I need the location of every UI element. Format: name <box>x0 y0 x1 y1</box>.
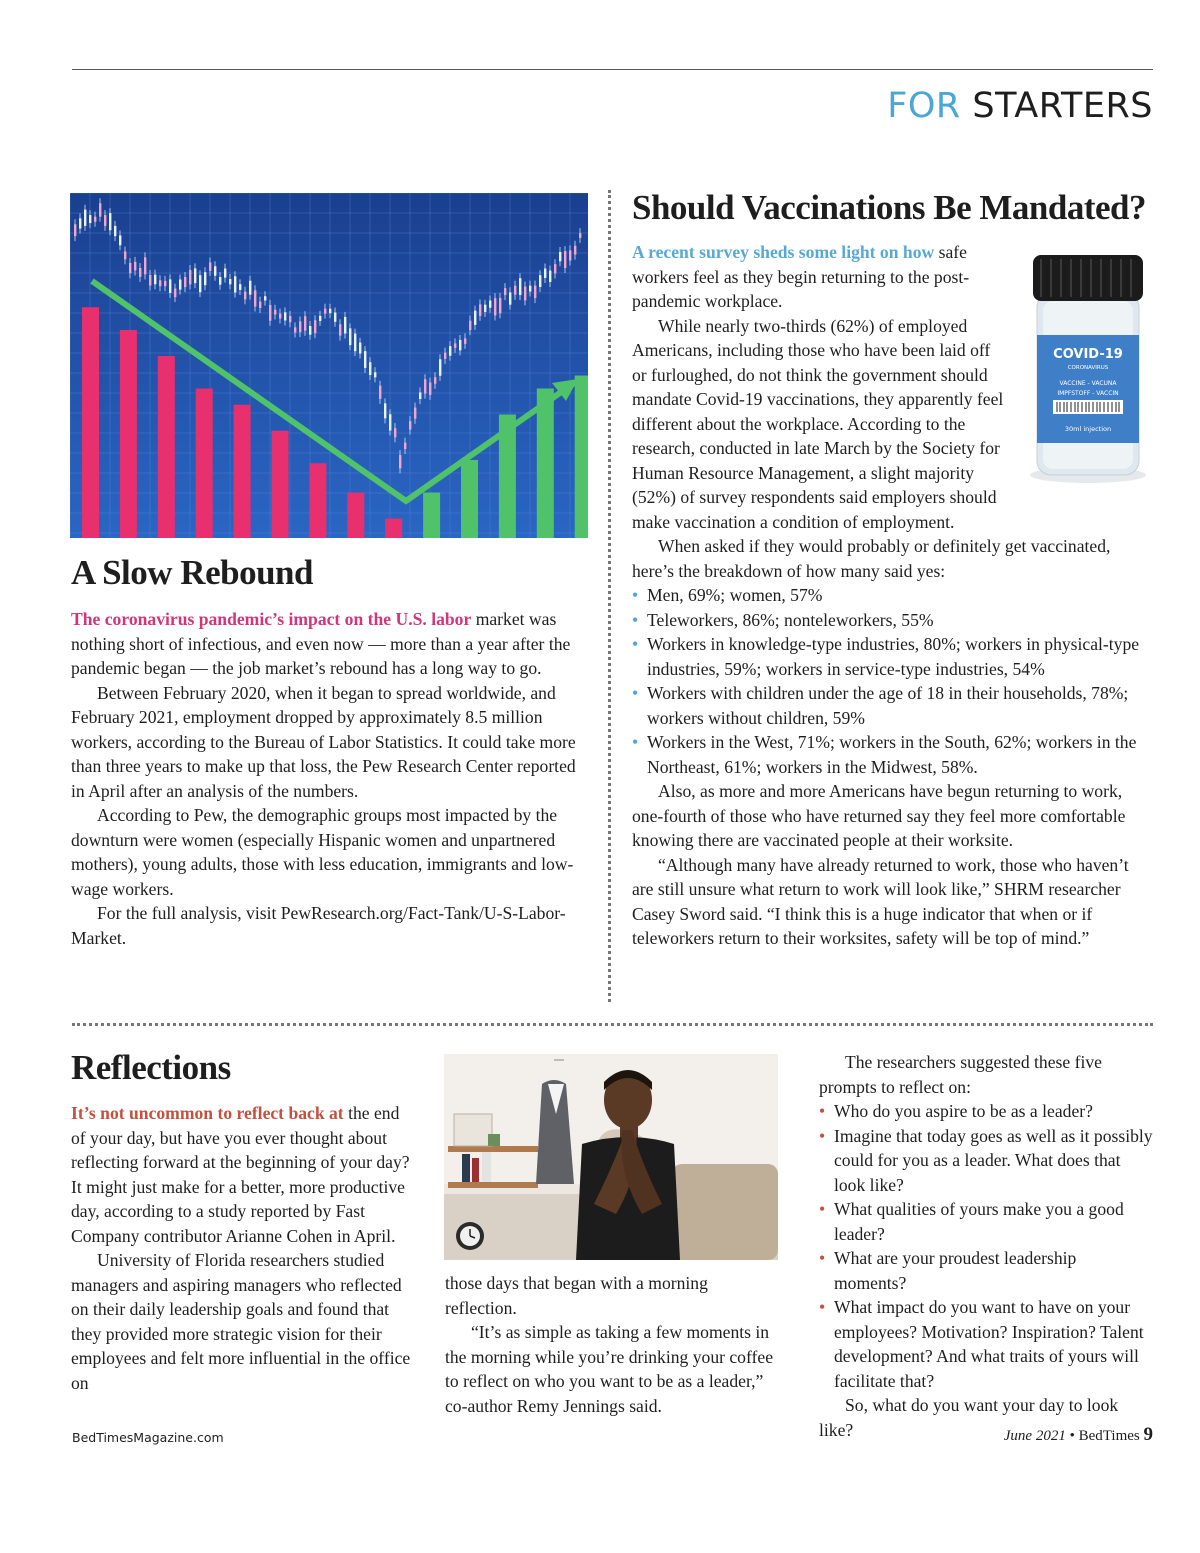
candle-body <box>369 362 371 375</box>
candle-body <box>304 316 306 331</box>
candle-body <box>319 316 321 321</box>
reflections-body-right <box>819 1050 1153 1442</box>
candle-body <box>404 443 406 449</box>
chart-bar <box>461 460 478 538</box>
candle-body <box>289 316 291 322</box>
top-rule <box>72 69 1153 70</box>
rebound-paragraph-3: According to Pew, the demographic groups most impacted by the downturn were women (especially Hispanic women and unpartnered mothers), young adults, those with less education, immigrants and low-wage workers. <box>71 805 574 899</box>
candle-body <box>269 305 271 321</box>
candle-body <box>224 269 226 278</box>
candle-body <box>359 343 361 354</box>
reflections-title: Reflections <box>71 1048 231 1087</box>
vaccination-paragraph-5: “Although many have already returned to work, those who haven’t are still unsure what return to work will look like,” SHRM researcher Casey Sword said. “I think this is a huge indicator that when or if teleworkers return to their worksites, safety will be top of mind.” <box>632 854 1129 948</box>
candle-body <box>244 292 246 300</box>
candle-body <box>314 320 316 333</box>
vaccination-bullet: • Teleworkers, 86%; nonteleworkers, 55% <box>632 608 1152 633</box>
candle-body <box>299 321 301 332</box>
candle-body <box>449 346 451 356</box>
chart-bar <box>234 405 251 538</box>
candle-body <box>204 272 206 285</box>
rebound-paragraph-2: Between February 2020, when it began to spread worldwide, and February 2021, employment dropped by approximately 8.5 million workers, according to the Bureau of Labor Statistics. It could take more than three years to make up that loss, the Pew Research Center reported in April after an analysis of the numbers. <box>71 682 576 801</box>
candle-body <box>474 311 476 325</box>
chart-bar <box>158 356 175 538</box>
candle-body <box>464 338 466 343</box>
rebound-lead: The coronavirus pandemic’s impact on the U.S. labor <box>71 609 472 629</box>
candle-body <box>374 372 376 377</box>
candle-body <box>514 286 516 295</box>
candle-body <box>469 321 471 330</box>
candle-body <box>454 343 456 347</box>
candle-body <box>264 296 266 300</box>
market-chart-image <box>70 193 588 538</box>
candle-body <box>499 298 501 313</box>
candle-body <box>399 455 401 468</box>
candle-body <box>344 317 346 334</box>
candle-body <box>379 386 381 399</box>
vial-line2: IMPFSTOFF - VACCIN <box>1057 390 1119 397</box>
candle-body <box>139 268 141 277</box>
reflecting-man-illustration <box>444 1054 778 1260</box>
chart-bar <box>120 330 137 538</box>
candle-body <box>199 275 201 292</box>
candle-body <box>169 279 171 293</box>
candle-body <box>414 407 416 418</box>
reflection-prompt: • Imagine that today goes as well as it possibly could for you as a leader. What does that look like? <box>819 1124 1153 1198</box>
reflections-body-left <box>71 1101 411 1395</box>
reflection-prompts-list <box>819 1099 1153 1393</box>
section-label-main: STARTERS <box>972 86 1153 126</box>
candle-body <box>544 269 546 278</box>
vaccination-bullet: • Workers with children under the age of 18 in their households, 78%; workers without children, 59% <box>632 681 1152 730</box>
candle-body <box>209 262 211 271</box>
candle-body <box>119 235 121 245</box>
candle-body <box>214 266 216 276</box>
candle-body <box>219 277 221 285</box>
candle-body <box>144 257 146 274</box>
section-label <box>887 86 1153 126</box>
vaccination-bullet: • Workers in knowledge-type industries, 80%; workers in physical-type industries, 59%; workers in service-type industries, 54% <box>632 632 1152 681</box>
footer-folio <box>1004 1424 1153 1446</box>
candle-body <box>159 280 161 286</box>
reflections-middle-paragraph-1: those days that began with a morning reflection. <box>445 1273 708 1318</box>
candle-body <box>564 251 566 268</box>
candle-body <box>569 250 571 260</box>
chart-bar <box>309 463 326 538</box>
reflection-prompt: • What qualities of yours make you a good leader? <box>819 1197 1153 1246</box>
vial-line1: VACCINE - VACUNA <box>1059 380 1117 387</box>
chart-bar <box>575 376 588 539</box>
candle-body <box>274 310 276 315</box>
column-divider <box>608 190 611 1002</box>
vaccination-bullet: • Workers in the West, 71%; workers in the South, 62%; workers in the Northeast, 61%; workers in the Midwest, 58%. <box>632 730 1152 779</box>
rebound-paragraph-4: For the full analysis, visit PewResearch.org/Fact-Tank/U-S-Labor-Market. <box>71 903 566 948</box>
reflections-closing: So, what do you want your day to look like? <box>819 1395 1119 1440</box>
candle-body <box>259 302 261 308</box>
chart-bar <box>385 519 402 539</box>
candle-body <box>339 324 341 335</box>
vial-sub: CORONAVIRUS <box>1067 365 1109 371</box>
candle-body <box>189 270 191 284</box>
candle-body <box>504 288 506 295</box>
candle-body <box>334 313 336 322</box>
vial-label: COVID-19 <box>1053 347 1123 362</box>
vaccination-paragraph-2: While nearly two-thirds (62%) of employed Americans, including those who have been laid off or furloughed, do not think the government should mandate Covid-19 vaccinations, they apparently feel different about the workplace. According to the research, conducted in late March by the Society for Human Resource Management, a slight majority (52%) of survey respondents said employers should make vaccination a condition of employment. <box>632 315 1004 532</box>
candle-body <box>579 233 581 238</box>
candle-body <box>424 379 426 393</box>
candle-body <box>519 278 521 295</box>
candle-body <box>394 428 396 437</box>
chart-bar <box>423 493 440 539</box>
candle-body <box>419 392 421 399</box>
chart-bar <box>272 431 289 538</box>
candle-body <box>124 251 126 259</box>
reflection-prompt: • What impact do you want to have on your employees? Motivation? Inspiration? Talent development? And what traits of yours will facilitate that? <box>819 1295 1153 1393</box>
candle-body <box>284 312 286 320</box>
candle-body <box>234 276 236 292</box>
reflections-paragraph-1 <box>71 1101 411 1248</box>
candle-body <box>429 383 431 395</box>
footer-date: June 2021 <box>1003 1428 1066 1444</box>
candle-body <box>184 277 186 287</box>
chart-bar <box>196 389 213 539</box>
candle-body <box>479 304 481 316</box>
candle-body <box>294 327 296 332</box>
candle-body <box>574 246 576 255</box>
vaccination-paragraph-4: Also, as more and more Americans have begun returning to work, one-fourth of those who have returned say they feel more comfortable knowing there are vaccinated people at their worksite. <box>632 781 1126 850</box>
reflection-prompt: • What are your proudest leadership moments? <box>819 1246 1153 1295</box>
candle-body <box>249 281 251 295</box>
footer-magazine: BedTimes <box>1078 1428 1140 1444</box>
candle-body <box>539 275 541 287</box>
candle-body <box>509 292 511 304</box>
candle-body <box>444 353 446 359</box>
candle-body <box>554 264 556 273</box>
section-divider <box>72 1023 1153 1026</box>
candle-body <box>104 215 106 226</box>
reflections-right-intro: The researchers suggested these five prompts to reflect on: <box>819 1052 1102 1097</box>
candle-body <box>559 252 561 261</box>
candle-body <box>309 326 311 335</box>
vaccination-paragraph-1 <box>632 240 1007 314</box>
candle-body <box>174 289 176 298</box>
candle-body <box>164 281 166 286</box>
candle-body <box>254 290 256 306</box>
candle-body <box>349 328 351 345</box>
footer-site: BedTimesMagazine.com <box>72 1430 224 1445</box>
reflecting-man-photo <box>444 1054 778 1260</box>
vaccination-p1-rest: safe workers feel as they begin returning to the post-pandemic workplace. <box>632 242 970 311</box>
candle-body <box>114 226 116 236</box>
page-number: 9 <box>1143 1424 1153 1445</box>
candle-body <box>129 263 131 273</box>
vaccination-bullet: • Men, 69%; women, 57% <box>632 583 1152 608</box>
market-chart <box>70 193 588 538</box>
candle-body <box>364 351 366 368</box>
reflections-p1-rest: the end of your day, but have you ever thought about reflecting forward at the beginning of your day? It might just make for a better, more productive day, according to a study reported by Fast Company contributor Arianne Cohen in April. <box>71 1103 410 1246</box>
candle-body <box>324 309 326 314</box>
vaccination-bullet-list <box>632 583 1152 779</box>
section-label-accent: FOR <box>887 86 961 126</box>
candle-body <box>99 203 101 216</box>
candle-body <box>434 377 436 383</box>
candle-body <box>384 403 386 418</box>
chart-bar <box>347 493 364 539</box>
chart-bar <box>82 307 99 538</box>
candle-body <box>534 286 536 299</box>
reflections-body-middle <box>445 1271 780 1418</box>
candle-body <box>549 271 551 282</box>
footer-separator: • <box>1069 1428 1075 1444</box>
rebound-paragraph-1 <box>71 607 591 681</box>
candle-body <box>529 286 531 292</box>
candle-body <box>459 340 461 350</box>
vaccination-body <box>632 240 1152 951</box>
candle-body <box>329 309 331 313</box>
reflections-lead: It’s not uncommon to reflect back at <box>71 1103 344 1123</box>
vial-volume: 30ml injection <box>1064 425 1112 433</box>
rebound-title: A Slow Rebound <box>71 553 313 592</box>
reflections-middle-paragraph-2: “It’s as simple as taking a few moments in the morning while you’re drinking your coffee to reflect on who you want to be as a leader,” co-author Remy Jennings said. <box>445 1322 774 1416</box>
candle-body <box>79 218 81 228</box>
vaccination-paragraph-3: When asked if they would probably or definitely get vaccinated, here’s the breakdown of how many said yes: <box>632 536 1111 581</box>
candle-body <box>89 215 91 223</box>
reflections-paragraph-2: University of Florida researchers studied managers and aspiring managers who reflected on their daily leadership goals and found that they provided more strategic vision for their employees and felt more influential in the office on <box>71 1250 411 1393</box>
candle-body <box>524 287 526 301</box>
candle-body <box>134 262 136 271</box>
candle-body <box>149 275 151 286</box>
candle-body <box>229 279 231 284</box>
candle-body <box>409 421 411 429</box>
candle-body <box>239 284 241 290</box>
rebound-body <box>71 607 591 950</box>
candle-body <box>439 359 441 376</box>
reflection-prompt: • Who do you aspire to be as a leader? <box>819 1099 1153 1124</box>
candle-body <box>154 275 156 285</box>
candle-body <box>94 217 96 222</box>
candle-body <box>109 213 111 230</box>
candle-body <box>74 224 76 236</box>
candle-body <box>354 334 356 352</box>
candle-body <box>194 268 196 283</box>
candle-body <box>279 314 281 319</box>
candle-body <box>389 414 391 430</box>
rebound-p1-rest: market was nothing short of infectious, and even now — more than a year after the pandemic began — the job market’s rebound has a long way to go. <box>71 609 571 678</box>
candle-body <box>484 305 486 312</box>
vaccination-title: Should Vaccinations Be Mandated? <box>632 188 1146 227</box>
vaccination-lead: A recent survey sheds some light on how <box>632 242 935 262</box>
candle-body <box>494 298 496 315</box>
candle-body <box>179 279 181 289</box>
candle-body <box>84 210 86 226</box>
candle-body <box>489 301 491 308</box>
